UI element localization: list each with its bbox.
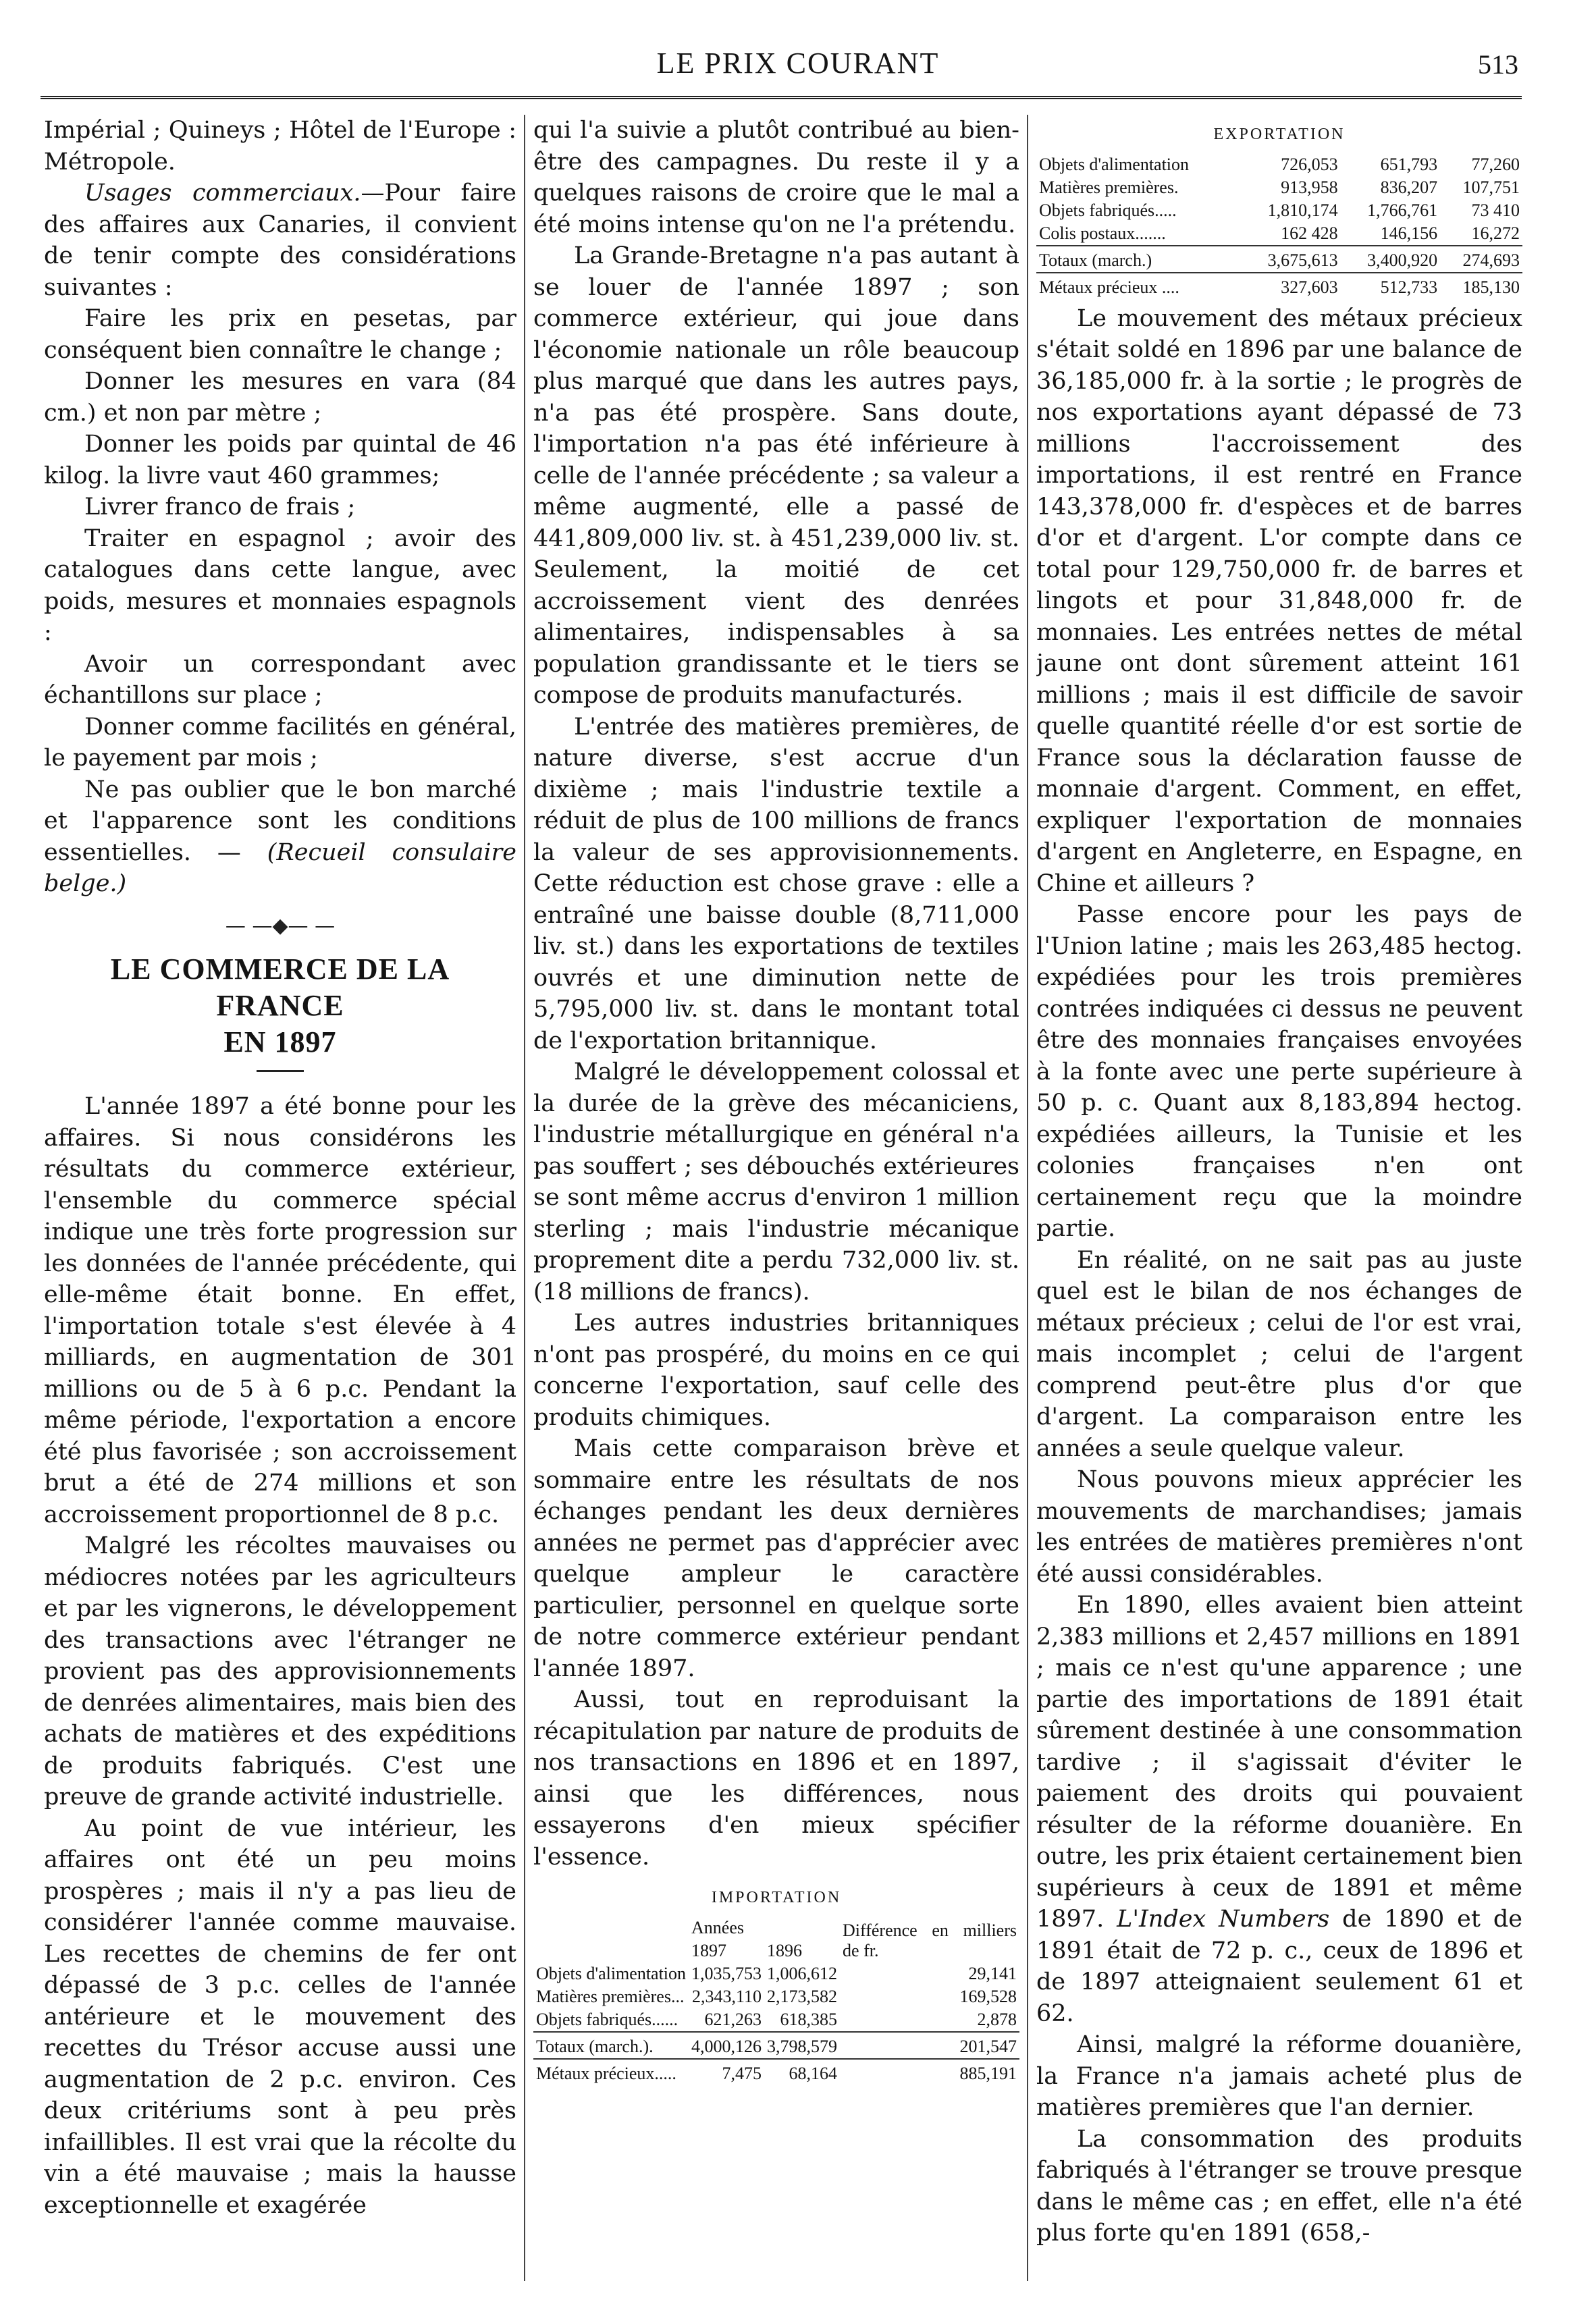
paragraph: Faire les prix en pesetas, par conséquent bien connaître le change ; [44,305,516,364]
table-row [533,1962,1019,1985]
row-label: Métaux précieux .... [1036,273,1241,299]
table-row [533,1985,1019,2008]
row-label: Objets d'alimentation [536,1963,687,1983]
table-row [1036,199,1522,222]
table-row [1036,222,1522,246]
paragraph: Avoir un correspondant avec échantillons sur place ; [44,650,516,709]
export-table [1036,153,1522,299]
cell-difference: 2,878 [977,2009,1017,2029]
cell-1896: 651,793 [1380,154,1438,174]
cell-1896: 3,798,579 [764,2032,840,2059]
cell-1897: 327,603 [1241,273,1341,299]
cell-1897: 726,053 [1281,154,1338,174]
table-header-row [533,1916,1019,1939]
paragraph: Ainsi, malgré la réforme douanière, la France n'a jamais acheté plus de matières premières que l'an dernier. [1036,2031,1522,2121]
column-left [44,115,516,2281]
cell-1896: 68,164 [764,2059,840,2085]
cell-1896: 146,156 [1380,223,1438,243]
difference-header: Différence en milliers de fr. [843,1920,1017,1960]
paragraph [44,774,516,900]
section-title [44,951,516,1061]
cell-1896: 2,173,582 [767,1986,838,2006]
cell-difference: 201,547 [840,2032,1019,2059]
paragraph: Impérial ; Quineys ; Hôtel de l'Europe : Métropole. [44,117,516,176]
header-rule [41,96,1522,102]
cell-1897: 913,958 [1281,177,1338,197]
cell-1897: 3,675,613 [1241,246,1341,273]
paragraph: Donner comme facilités en général, le payement par mois ; [44,713,516,772]
journal-title: LE PRIX COURANT [656,47,940,80]
column-middle [533,115,1019,2281]
cell-1897: 1,035,753 [691,1963,762,1983]
cell-1897: 4,000,126 [689,2032,764,2059]
paragraph: Traiter en espagnol ; avoir des catalogues dans cette langue, avec poids, mesures et monnaies espagnols : [44,525,516,646]
cell-difference: 885,191 [840,2059,1019,2085]
paragraph: Au point de vue intérieur, les affaires ont été un peu moins prospères ; mais il n'y a pas lieu de considérer l'année comme mauvaise. Les recettes de chemins de fer ont dépassé de 3 p.c. celles de l'année antérieure et le mouvement des recettes du Trésor accuse aussi une augmentation de 2 p.c. environ. Ces deux critériums sont à peu près infaillibles. Il est vrai que la récolte du vin a été mauvaise ; mais la hausse exceptionnelle et exagérée [44,1815,516,2219]
import-table-block [533,1882,1019,2085]
cell-1897: 621,263 [704,2009,762,2029]
year-header: 1897 [691,1940,727,1960]
row-label: Totaux (march.). [533,2032,689,2059]
row-label: Matières premières. [1039,177,1179,197]
export-table-title: EXPORTATION [1213,126,1346,143]
paragraph: L'entrée des matières premières, de nature diverse, s'est accrue d'un dixième ; mais l'industrie textile a réduit de plus de 100 millions de francs la valeur de ses approvisionnements. Cette réduction est chose grave : elle a entraîné une baisse double (8,711,000 liv. st.) dans les exportations de textiles ouvrés et une diminution nette de 5,795,000 liv. st. dans le montant total de l'exportation britannique. [533,713,1019,1054]
cell-difference: 77,260 [1471,154,1520,174]
paragraph: Le mouvement des métaux précieux s'était soldé en 1896 par une balance de 36,185,000 fr. à la sortie ; le progrès de nos exportations ayant dépassé de 73 millions l'accroissement des importations, il est rentré en France 143,378,000 fr. d'espèces et de barres d'or et d'argent. L'or compte dans ce total pour 129,750,000 fr. de barres et lingots et pour 31,848,000 fr. de monnaies. Les entrées nettes de métal jaune ont dont sûrement atteint 161 millions ; mais il est difficile de savoir quelle quantité réelle d'or est sortie de France sous la déclaration fausse de monnaie d'argent. Comment, en effet, expliquer l'exportation de monnaies d'argent en Angleterre, en Espagne, en Chine et ailleurs ? [1036,304,1522,897]
italic-term: L'Index Numbers [1117,1906,1330,1933]
page-number: 513 [1478,49,1518,80]
table-row [1036,176,1522,199]
paragraph: Donner les poids par quintal de 46 kilog. la livre vaut 460 grammes; [44,431,516,489]
cell-1897: 1,810,174 [1267,200,1338,220]
row-label: Totaux (march.) [1036,246,1241,273]
column-right [1036,115,1522,2281]
paragraph-text: En 1890, elles avaient bien atteint 2,383 millions et 2,457 millions en 1891 ; mais ce n'est qu'une apparence ; une partie des importations de 1891 était sûrement destinée à une consommation tardive ; il s'agissait d'éviter le paiement des droits qui pouvaient résulter de la réforme douanière. En outre, les prix étaient certainement bien supérieurs à ceux de 1891 et même 1897. [1036,1592,1522,1933]
import-table [533,1916,1019,2085]
cell-difference: 185,130 [1440,273,1522,299]
cell-difference: 107,751 [1462,177,1520,197]
cell-1896: 1,766,761 [1367,200,1438,220]
cell-difference: 29,141 [968,1963,1017,1983]
section-title-line: LE COMMERCE DE LA FRANCE [110,952,450,1022]
paragraph [1036,1590,1522,2029]
year-header: 1896 [767,1940,803,1960]
column-divider [524,115,525,2281]
cell-difference: 16,272 [1471,223,1520,243]
paragraph: La Grande-Bretagne n'a pas autant à se louer de l'année 1897 ; son commerce extérieur, qui joue dans l'économie nationale un rôle beaucoup plus marqué que dans les autres pays, n'a pas été prospère. Sans doute, l'importation n'a pas été inférieure à celle de l'année précédente ; sa valeur a même augmenté, elle a passé de 441,809,000 liv. st. à 451,239,000 liv. st. Seulement, la moitié de cet accroissement vient des denrées alimentaires, indispensables à sa population grandissante et le tiers se compose de produits manufacturés. [533,242,1019,709]
section-title-line: EN 1897 [223,1025,337,1058]
cell-1897: 2,343,110 [691,1986,762,2006]
table-total-row [1036,273,1522,299]
import-table-title: IMPORTATION [711,1889,842,1906]
cell-1897: 162 428 [1281,223,1338,243]
paragraph: qui l'a suivie a plutôt contribué au bien-être des campagnes. Du reste il y a quelques raisons de croire que le mal a été moins intense qu'on ne l'a prétendu. [533,117,1019,238]
cell-1897: 7,475 [689,2059,764,2085]
title-rule [257,1070,304,1072]
source-citation: (Recueil consulaire belge.) [44,838,516,897]
section-ornament: — —◆— — [225,913,336,938]
table-total-row [1036,246,1522,273]
paragraph-text: Ne pas oublier que le bon marché et l'apparence sont les conditions essentielles. — [44,776,516,866]
paragraph: Malgré les récoltes mauvaises ou médiocres notées par les agriculteurs et par les vignerons, le développement des transactions avec l'étranger ne provient pas des approvisionnements de denrées alimentaires, mais bien des achats de matières et des expéditions de produits fabriqués. C'est une preuve de grande activité industrielle. [44,1532,516,1810]
row-label: Objets fabriqués...... [536,2009,679,2029]
paragraph: Malgré le développement colossal et la durée de la grève des mécaniciens, l'industrie métallurgique en général n'a pas souffert ; ses débouchés extérieures se sont même accrus d'environ 1 million sterling ; mais l'industrie mécanique proprement dite a perdu 732,000 liv. st. (18 millions de francs). [533,1058,1019,1306]
row-label: Matières premières... [536,1986,685,2006]
cell-1896: 618,385 [780,2009,838,2029]
paragraph: L'année 1897 a été bonne pour les affaires. Si nous considérons les résultats du commerce extérieur, l'ensemble du commerce spécial indique une très forte progression sur les données de l'année précédente, qui elle-même était bonne. En effet, l'importation totale s'est élevée à 4 milliards, en augmentation de 301 millions ou de 5 à 6 p.c. Pendant la même période, l'exportation a encore été plus favorisée ; son accroissement brut a été de 274 millions et son accroissement proportionnel de 8 p.c. [44,1093,516,1528]
row-label: Objets d'alimentation [1039,154,1190,174]
paragraph-text: —Pour faire des affaires aux Canaries, il convient de tenir compte des considérations suivantes : [44,180,516,301]
paragraph: Nous pouvons mieux apprécier les mouvements de marchandises; jamais les entrées de matières premières n'ont été aussi considérables. [1036,1466,1522,1588]
table-total-row [533,2032,1019,2059]
italic-lead: Usages commerciaux. [84,180,361,207]
paragraph [44,178,516,303]
cell-difference: 169,528 [959,1986,1017,2006]
cell-1896: 836,207 [1380,177,1438,197]
table-total-row [533,2059,1019,2085]
cell-1896: 1,006,612 [767,1963,838,1983]
cell-1896: 512,733 [1341,273,1441,299]
paragraph-text: de 1890 et de 1891 était de 72 p. c., ceux de 1896 et de 1897 atteignaient seulement 61 et 62. [1036,1906,1522,2027]
paragraph: Mais cette comparaison brève et sommaire entre les résultats de nos échanges pendant les deux dernières années ne permet pas d'apprécier avec quelque ampleur le caractère particulier, personnel en quelque sorte de notre commerce extérieur pendant l'année 1897. [533,1435,1019,1682]
column-divider [1027,115,1028,2281]
paragraph: La consommation des produits fabriqués à l'étranger se trouve presque dans le même cas ; en effet, elle n'a été plus forte qu'en 1891 (658,- [1036,2125,1522,2247]
row-label: Métaux précieux..... [533,2059,689,2085]
years-header: Années [691,1917,745,1937]
row-label: Objets fabriqués..... [1039,200,1177,220]
paragraph: Aussi, tout en reproduisant la récapitulation par nature de produits de nos transactions en 1896 et en 1897, ainsi que les différences, nous essayerons d'en mieux spécifier l'essence. [533,1686,1019,1871]
cell-difference: 73 410 [1471,200,1520,220]
paragraph: Passe encore pour les pays de l'Union latine ; mais les 263,485 hectog. expédiées pour les trois premières contrées indiquées ci dessus ne peuvent être des monnaies françaises envoyées à la fonte avec une perte supérieure à 50 p. c. Quant aux 8,183,894 hectog. expédiées ailleurs, la Tunisie et les colonies françaises n'en ont certainement reçu que la moindre partie. [1036,901,1522,1242]
row-label: Colis postaux....... [1039,223,1166,243]
paragraph: En réalité, on ne sait pas au juste quel est le bilan de nos échanges de métaux précieux ; celui de l'or est vrai, mais incomplet ; celui de l'argent comprend peut-être plus d'or que d'argent. La comparaison entre les années a seule quelque valeur. [1036,1246,1522,1462]
cell-difference: 274,693 [1440,246,1522,273]
table-row [533,2008,1019,2032]
paragraph: Livrer franco de frais ; [84,493,356,520]
paragraph: Les autres industries britanniques n'ont pas prospéré, du moins en ce qui concerne l'exportation, sauf celle des produits chimiques. [533,1310,1019,1431]
cell-1896: 3,400,920 [1341,246,1441,273]
page-header [0,0,1596,88]
export-table-block [1036,119,1522,299]
paragraph: Donner les mesures en vara (84 cm.) et non par mètre ; [44,368,516,427]
table-row [1036,153,1522,176]
